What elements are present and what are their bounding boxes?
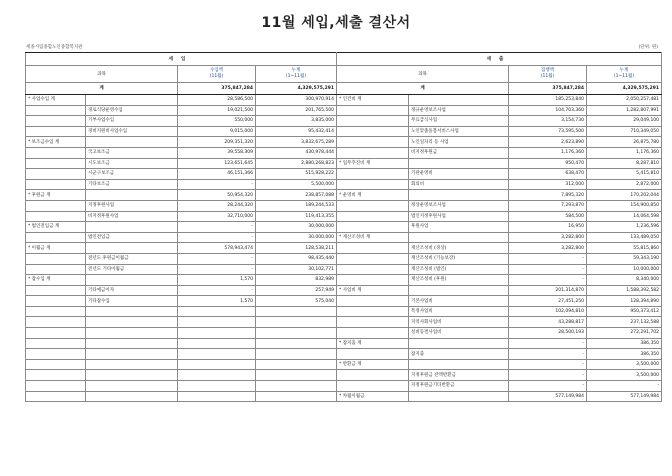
expense-item: 회의비 [409, 179, 509, 190]
income-item [86, 190, 178, 201]
expense-item: 법인지정후원사업 [409, 211, 509, 222]
table-row [26, 179, 662, 190]
income-month-amount: 28,586,500 [178, 95, 256, 106]
income-month-amount [178, 306, 256, 317]
income-month-amount [178, 370, 256, 381]
income-cumulative-amount: 515,928,222 [256, 169, 337, 180]
income-item [86, 381, 178, 392]
expense-total-cumulative: 4,329,575,291 [587, 83, 662, 95]
table-row [26, 391, 662, 402]
income-cumulative-amount [256, 317, 337, 328]
income-category [26, 370, 86, 381]
income-item: 국고보조금 [86, 147, 178, 158]
income-item: 기타예금이자 [86, 285, 178, 296]
income-item: 법인전입금 [86, 232, 178, 243]
income-category [26, 232, 86, 243]
income-cumulative-amount: 575,040 [256, 296, 337, 307]
table-row [26, 317, 662, 328]
income-item [86, 391, 178, 402]
income-month-amount: 550,000 [178, 116, 256, 127]
income-item: 전년도 후원금이월금 [86, 253, 178, 264]
expense-category: * 사업비 계 [337, 285, 409, 296]
income-month-amount: - [178, 222, 256, 233]
income-category [26, 306, 86, 317]
income-cumulative-amount [256, 306, 337, 317]
income-category: * 이월금 계 [26, 243, 86, 254]
table-row [26, 338, 662, 349]
income-cumulative-amount: 2,880,268,823 [256, 158, 337, 169]
expense-item [409, 95, 509, 106]
expense-cumulative-amount: 59,343,190 [587, 253, 662, 264]
expense-item [409, 359, 509, 370]
expense-category: * 업무추진비 계 [337, 158, 409, 169]
expense-item: 정상운영보조사업 [409, 200, 509, 211]
expense-month-amount: 3,282,800 [509, 232, 587, 243]
expense-category [337, 296, 409, 307]
income-item [86, 317, 178, 328]
income-month-amount [178, 391, 256, 402]
expense-month-amount: 185,253,840 [509, 95, 587, 106]
income-cumulative-amount: 30,000,000 [256, 232, 337, 243]
expense-month-amount: 577,149,984 [509, 391, 587, 402]
expense-category [337, 264, 409, 275]
table-row [26, 275, 662, 286]
income-month-amount: 1,570 [178, 296, 256, 307]
income-category: * 후원금 계 [26, 190, 86, 201]
expense-cumulative-amount: 14,064,598 [587, 211, 662, 222]
expense-item: 노인맞춤돌봄서비스사업 [409, 126, 509, 137]
expense-subject-header: 과목 [337, 66, 509, 83]
income-subject-header: 과목 [26, 66, 178, 83]
income-month-amount: - [178, 179, 256, 190]
expense-category [337, 137, 409, 148]
expense-category [337, 179, 409, 190]
income-month-amount: - [178, 253, 256, 264]
income-category [26, 285, 86, 296]
income-category [26, 253, 86, 264]
income-month-amount: 1,570 [178, 275, 256, 286]
expense-cumulative-amount: 8,287,810 [587, 158, 662, 169]
expense-item: 지정후원금기타반환금 [409, 381, 509, 392]
expense-item: 재산조성비 (기능보강) [409, 253, 509, 264]
income-category [26, 147, 86, 158]
income-category: * 사업수입 계 [26, 95, 86, 106]
expense-month-amount: 1,176,360 [509, 147, 587, 158]
table-row [26, 296, 662, 307]
settlement-table [25, 52, 662, 402]
expense-category [337, 381, 409, 392]
expense-cumulative-amount: 3,500,000 [587, 370, 662, 381]
organization-name: 세종시립종합노인종합복지관 [26, 45, 83, 50]
income-item [86, 137, 178, 148]
income-month-amount [178, 359, 256, 370]
expense-cumulative-amount: 26,875,780 [587, 137, 662, 148]
expense-month-amount: 7,293,870 [509, 200, 587, 211]
income-cumulative-amount [256, 391, 337, 402]
income-category [26, 158, 86, 169]
expense-item: 지역사회사업비 [409, 317, 509, 328]
totals-row [26, 83, 662, 95]
income-cumulative-amount: 98,435,440 [256, 253, 337, 264]
expense-month-header: 집행액 (11월) [509, 66, 587, 83]
expense-item: 기관운영비 [409, 169, 509, 180]
table-row [26, 349, 662, 360]
expense-category [337, 370, 409, 381]
expense-month-amount: 43,288,817 [509, 317, 587, 328]
expense-cumulative-amount: 3,500,000 [587, 359, 662, 370]
expense-month-amount: 2,623,890 [509, 137, 587, 148]
expense-cumulative-amount: 710,349,050 [587, 126, 662, 137]
expense-item: 무료급식사업 [409, 116, 509, 127]
table-row [26, 147, 662, 158]
income-cumulative-amount: 3,832,675,289 [256, 137, 337, 148]
expense-month-amount: 73,595,500 [509, 126, 587, 137]
income-month-amount: 123,651,645 [178, 158, 256, 169]
expense-category [337, 306, 409, 317]
table-row [26, 169, 662, 180]
expense-month-amount: - [509, 381, 587, 392]
income-month-amount [178, 328, 256, 339]
income-category: * 법인전입금 계 [26, 222, 86, 233]
income-item: 기부사업수입 [86, 116, 178, 127]
expense-category [337, 275, 409, 286]
expense-item [409, 158, 509, 169]
income-cumulative-amount [256, 381, 337, 392]
income-category [26, 359, 86, 370]
income-item: 지정후원사업 [86, 200, 178, 211]
income-month-header: 수입액 (11월) [178, 66, 256, 83]
expense-item [409, 190, 509, 201]
expense-item: 노인일자리 등 사업 [409, 137, 509, 148]
expense-cumulative-amount: 133,489,050 [587, 232, 662, 243]
income-cumulative-amount [256, 349, 337, 360]
expense-cumulative-amount: 577,149,984 [587, 391, 662, 402]
table-row [26, 158, 662, 169]
income-cumulative-amount: 3,835,000 [256, 116, 337, 127]
income-cumulative-amount: 5,500,000 [256, 179, 337, 190]
income-item: 기타잡수입 [86, 296, 178, 307]
expense-item [409, 391, 509, 402]
expense-category: * 반환금 계 [337, 359, 409, 370]
income-cumulative-amount: 95,432,414 [256, 126, 337, 137]
table-row [26, 116, 662, 127]
income-item [86, 222, 178, 233]
income-category [26, 105, 86, 116]
income-item: 기타보조금 [86, 179, 178, 190]
expense-item: 비지정후원금 [409, 147, 509, 158]
expense-month-amount: 7,895,320 [509, 190, 587, 201]
expense-cumulative-amount: 950,373,412 [587, 306, 662, 317]
income-total-cumulative: 4,329,575,291 [256, 83, 337, 95]
expense-category [337, 328, 409, 339]
expense-month-amount: 104,703,360 [509, 105, 587, 116]
expense-cumulative-amount: 272,291,702 [587, 328, 662, 339]
expense-month-amount: - [509, 275, 587, 286]
income-item [86, 370, 178, 381]
income-total-month: 375,847,284 [178, 83, 256, 95]
income-month-amount: 9,015,000 [178, 126, 256, 137]
table-row [26, 190, 662, 201]
expense-month-amount: 312,000 [509, 179, 587, 190]
income-category [26, 264, 86, 275]
income-category: * 보조금수입 계 [26, 137, 86, 148]
table-row [26, 306, 662, 317]
expense-item: 잡지출 [409, 349, 509, 360]
expense-category [337, 211, 409, 222]
expense-month-amount: 638,470 [509, 169, 587, 180]
income-item [86, 243, 178, 254]
expense-month-amount: 3,154,730 [509, 116, 587, 127]
expense-month-amount: 28,500,193 [509, 328, 587, 339]
expense-month-amount: - [509, 253, 587, 264]
section-header-row [26, 53, 662, 66]
column-header-row [26, 66, 662, 83]
expense-month-amount: 102,094,810 [509, 306, 587, 317]
expense-cumulative-amount: 386,350 [587, 349, 662, 360]
income-category [26, 328, 86, 339]
expense-category [337, 349, 409, 360]
expense-item: 정규운영보조사업 [409, 105, 509, 116]
income-item: 경로식당운영수입 [86, 105, 178, 116]
expense-cumulative-amount: 8,340,000 [587, 275, 662, 286]
expense-cumulative-amount: 386,350 [587, 338, 662, 349]
table-row [26, 359, 662, 370]
expense-cumulative-amount: 2,050,257,481 [587, 95, 662, 106]
expense-cumulative-amount: - [587, 381, 662, 392]
expense-cumulative-amount: 1,236,596 [587, 222, 662, 233]
table-row [26, 211, 662, 222]
expense-item: 실비등결사업비 [409, 328, 509, 339]
income-cumulative-amount [256, 370, 337, 381]
income-category [26, 116, 86, 127]
table-row [26, 243, 662, 254]
income-item: 시도보조금 [86, 158, 178, 169]
income-cumulative-amount: 128,538,211 [256, 243, 337, 254]
income-cumulative-amount: 201,765,500 [256, 105, 337, 116]
income-cumulative-amount: 300,970,914 [256, 95, 337, 106]
income-cumulative-amount [256, 338, 337, 349]
table-row [26, 105, 662, 116]
income-item [86, 338, 178, 349]
expense-category: * 재산조성비 계 [337, 232, 409, 243]
income-cumulative-amount: 832,989 [256, 275, 337, 286]
table-row [26, 285, 662, 296]
income-month-amount: 209,351,320 [178, 137, 256, 148]
expense-month-amount: 16,950 [509, 222, 587, 233]
expense-category [337, 317, 409, 328]
income-category: * 잡수입 계 [26, 275, 86, 286]
expense-category [337, 147, 409, 158]
income-month-amount [178, 317, 256, 328]
expense-item: 재산조성비 (경상) [409, 243, 509, 254]
income-item [86, 306, 178, 317]
expense-cumulative-amount: 55,815,860 [587, 243, 662, 254]
expense-cumulative-amount: 1,282,807,991 [587, 105, 662, 116]
expense-month-amount: 3,282,800 [509, 243, 587, 254]
expense-cumulative-amount: 1,176,360 [587, 147, 662, 158]
expense-total-month: 375,847,284 [509, 83, 587, 95]
expense-cumulative-amount: 154,900,850 [587, 200, 662, 211]
income-item: 경비지원비사업수입 [86, 126, 178, 137]
income-cumulative-amount [256, 328, 337, 339]
income-category [26, 317, 86, 328]
income-category [26, 296, 86, 307]
unit-label: (단위: 원) [638, 45, 658, 50]
expense-cumulative-header: 누계 (1~11월) [587, 66, 662, 83]
table-row [26, 253, 662, 264]
table-row [26, 200, 662, 211]
income-month-amount: 28,244,320 [178, 200, 256, 211]
expense-category: * 운영비 계 [337, 190, 409, 201]
income-item [86, 328, 178, 339]
expense-item: 후원사업 [409, 222, 509, 233]
income-section-header: 세입 [26, 53, 337, 66]
expense-total-label: 계 [337, 83, 509, 95]
expense-month-amount: 27,451,250 [509, 296, 587, 307]
income-category [26, 200, 86, 211]
expense-month-amount: - [509, 359, 587, 370]
expense-category: * 차월이월금 [337, 391, 409, 402]
expense-month-amount: - [509, 264, 587, 275]
income-month-amount: 46,151,366 [178, 169, 256, 180]
expense-month-amount: 950,470 [509, 158, 587, 169]
income-month-amount: 39,558,309 [178, 147, 256, 158]
income-item [86, 275, 178, 286]
expense-category [337, 200, 409, 211]
income-cumulative-amount [256, 359, 337, 370]
income-month-amount [178, 338, 256, 349]
table-row [26, 370, 662, 381]
expense-month-amount: 584,500 [509, 211, 587, 222]
income-item [86, 95, 178, 106]
table-row [26, 264, 662, 275]
expense-cumulative-amount: 2,872,000 [587, 179, 662, 190]
income-category [26, 179, 86, 190]
expense-category [337, 126, 409, 137]
expense-category: * 잡지출 계 [337, 338, 409, 349]
expense-cumulative-amount: 170,202,044 [587, 190, 662, 201]
expense-item [409, 285, 509, 296]
income-cumulative-amount: 257,949 [256, 285, 337, 296]
expense-cumulative-amount: 10,000,000 [587, 264, 662, 275]
income-month-amount: 32,710,000 [178, 211, 256, 222]
expense-cumulative-amount: 5,415,810 [587, 169, 662, 180]
table-row [26, 232, 662, 243]
table-row [26, 95, 662, 106]
income-category [26, 381, 86, 392]
expense-item: 재산조성비 (후원) [409, 275, 509, 286]
expense-month-amount: - [509, 349, 587, 360]
expense-month-amount: 201,314,870 [509, 285, 587, 296]
table-row [26, 126, 662, 137]
income-item: 시군구보조금 [86, 169, 178, 180]
income-month-amount: - [178, 264, 256, 275]
income-category [26, 211, 86, 222]
expense-item [409, 232, 509, 243]
income-month-amount: - [178, 285, 256, 296]
expense-cumulative-amount: 128,394,890 [587, 296, 662, 307]
income-category [26, 349, 86, 360]
expense-category: * 인건비 계 [337, 95, 409, 106]
income-item [86, 359, 178, 370]
table-row [26, 328, 662, 339]
income-cumulative-amount: 430,978,444 [256, 147, 337, 158]
expense-month-amount: - [509, 370, 587, 381]
income-month-amount: 19,021,500 [178, 105, 256, 116]
income-cumulative-amount: 189,244,533 [256, 200, 337, 211]
income-cumulative-amount: 30,000,000 [256, 222, 337, 233]
expense-cumulative-amount: 29,049,100 [587, 116, 662, 127]
income-category [26, 391, 86, 402]
income-item: 전년도 기타이월금 [86, 264, 178, 275]
expense-category [337, 116, 409, 127]
expense-cumulative-amount: 1,588,392,582 [587, 285, 662, 296]
table-row [26, 381, 662, 392]
table-row [26, 222, 662, 233]
expense-item: 재산조성비 (법인) [409, 264, 509, 275]
income-month-amount: 578,943,474 [178, 243, 256, 254]
expense-category [337, 169, 409, 180]
expense-item: 기본사업비 [409, 296, 509, 307]
income-item [86, 349, 178, 360]
expense-category [337, 243, 409, 254]
income-cumulative-header: 누계 (1~11월) [256, 66, 337, 83]
table-row [26, 137, 662, 148]
income-month-amount: 50,954,320 [178, 190, 256, 201]
expense-cumulative-amount: 237,132,588 [587, 317, 662, 328]
income-month-amount [178, 349, 256, 360]
income-total-label: 계 [26, 83, 178, 95]
expense-month-amount: - [509, 338, 587, 349]
income-month-amount: - [178, 232, 256, 243]
income-item: 비지정후원사업 [86, 211, 178, 222]
income-month-amount [178, 381, 256, 392]
expense-category [337, 222, 409, 233]
expense-item [409, 338, 509, 349]
expense-item: 특정사업비 [409, 306, 509, 317]
income-category [26, 126, 86, 137]
income-cumulative-amount: 119,413,355 [256, 211, 337, 222]
expense-item: 지정후원금 잔액반환금 [409, 370, 509, 381]
income-cumulative-amount: 30,102,771 [256, 264, 337, 275]
expense-category [337, 253, 409, 264]
expense-section-header: 세출 [337, 53, 662, 66]
income-cumulative-amount: 238,857,088 [256, 190, 337, 201]
income-category [26, 338, 86, 349]
expense-category [337, 105, 409, 116]
page-title: 11월 세입,세출 결산서 [261, 15, 411, 31]
income-category [26, 169, 86, 180]
